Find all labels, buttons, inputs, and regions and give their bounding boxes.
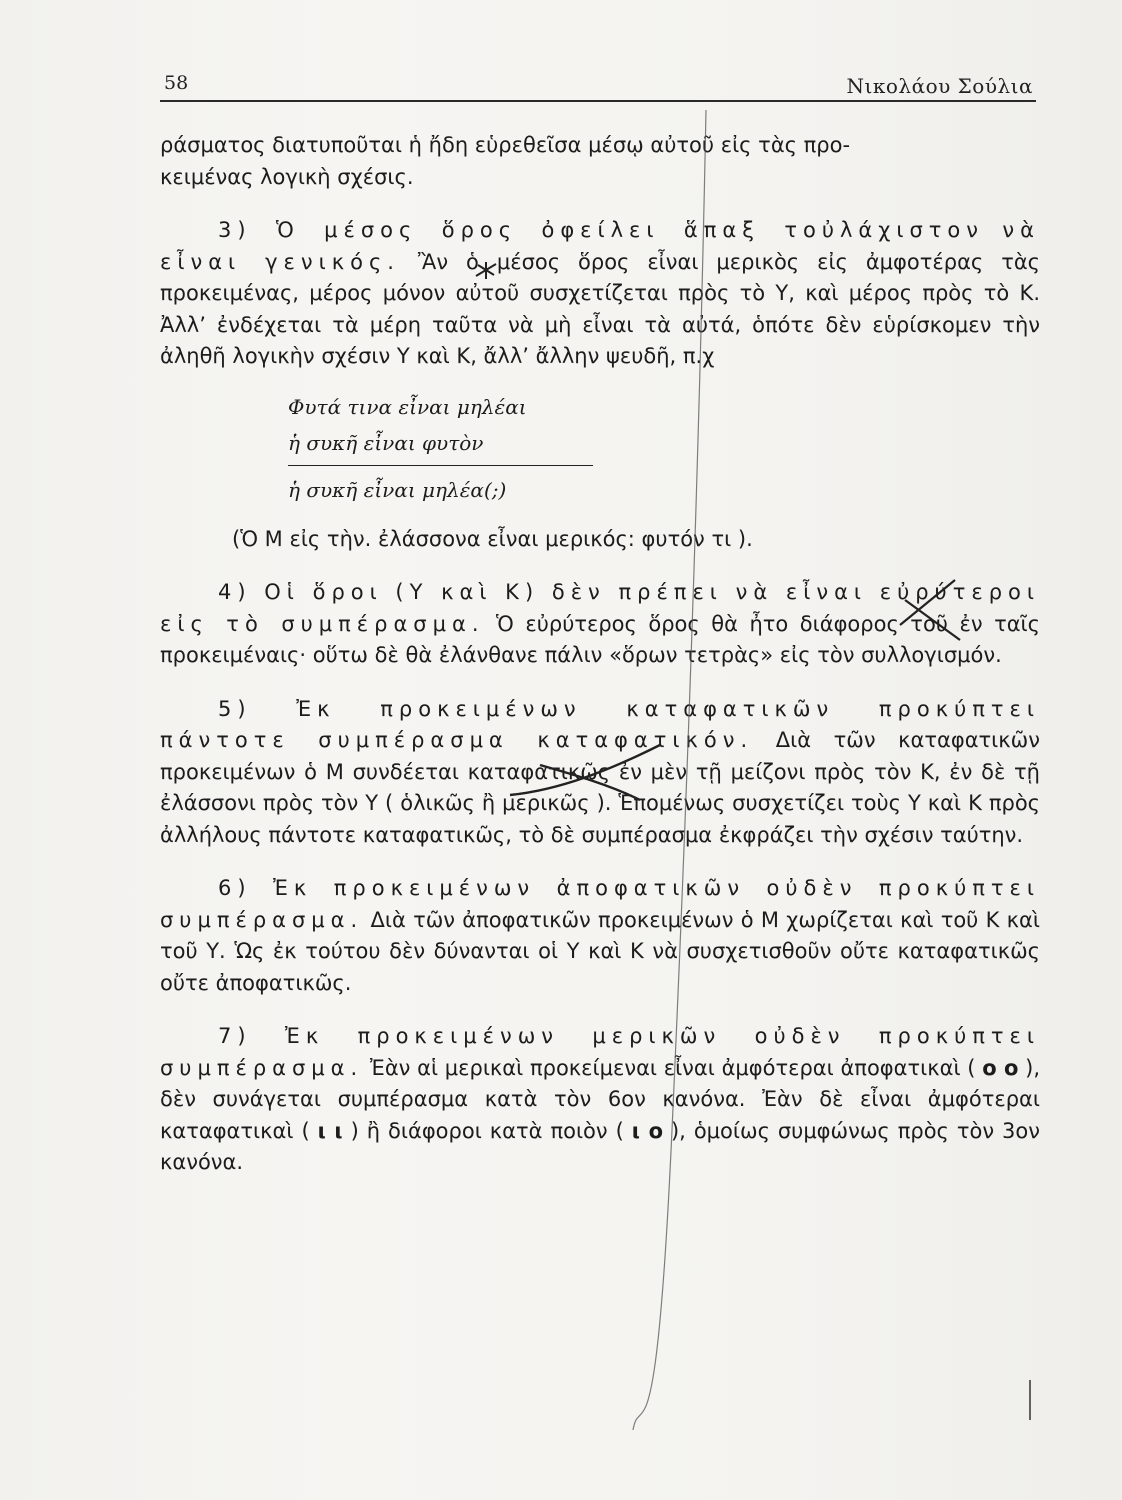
rule-6-heading: 6) Ἐκ προκειμένων ἀποφατικῶν οὐδὲν προκύπτει συμπέρασμα. <box>160 876 1040 932</box>
syllogism-minor: ἡ συκῆ εἶναι φυτὸν <box>288 430 484 455</box>
rule-5-text: Διὰ τῶν καταφατικῶν προκειμένων ὁ Μ συνδέεται καταφατικῶς ἐν μὲν τῇ μείζονι πρὸς τὸν Κ, ἐν δὲ τῇ ἐλάσσονι πρὸς τὸν Υ ( ὁλικῶς ἢ μερικῶς ). Ἑπομένως συσχετίζει τοὺς Υ καὶ Κ πρὸς ἀλλήλους πάντοτε καταφατικῶς, τὸ δὲ συμπέρασμα ἐκφράζει τὴν σχέσιν ταύτην. <box>160 728 1040 847</box>
rule-7-paragraph: 7) Ἐκ προκειμένων μερικῶν οὐδὲν προκύπτει συμπέρασμα. Ἐὰν αἱ μερικαὶ προκείμεναι εἶναι ἀμφότεραι ἀποφατικαὶ ( ο ο ), δὲν συνάγεται συμπέρασμα κατὰ τὸν 6ον κανόνα. Ἐὰν δὲ εἶναι ἀμφότεραι καταφατικαὶ ( ι ι ) ἢ διάφοροι κατὰ ποιὸν ( ι ο ), ὁμοίως συμφώνως πρὸς τὸν 3ον κανόνα. <box>160 1024 1041 1174</box>
rule-3-heading: 3) Ὁ μέσος ὅρος ὀφείλει ἅπαξ τοὐλάχιστον <box>218 218 985 242</box>
symbol-ii: ι ι <box>317 1118 343 1143</box>
symbol-io: ι ο <box>631 1118 663 1143</box>
intro-paragraph: ράσματος διατυποῦται ἡ ἤδη εὑρεθεῖσα μέσῳ αὐτοῦ εἰς τὰς προ- κειμένας λογικὴ σχέσις. <box>160 133 851 189</box>
rule-6-paragraph <box>160 873 1040 999</box>
running-head: Νικολάου Σούλια <box>846 74 1033 98</box>
rule-7-heading: 7) Ἐκ προκειμένων μερικῶν οὐδὲν προκύπτει συμπέρασμα. <box>160 1024 1040 1080</box>
symbol-oo: ο ο <box>982 1055 1019 1080</box>
syllogism-note: (Ὁ Μ εἰς τὴν. ἐλάσσονα εἶναι μερικός: φυτόν τι ). <box>232 526 753 551</box>
rule-3-text: Ἂν ὁ μέσος ὅρος εἶναι μερικὸς εἰς ἀμφοτέρας τὰς προκειμένας, μέρος μόνον αὐτοῦ συσχετίζεται πρὸς τὸ Υ, καὶ μέρος πρὸς τὸ Κ. Ἀλλ’ ἐνδέχεται τὰ μέρη ταῦτα νὰ μὴ εἶναι τὰ αὐτά, ὁπότε δὲν εὑρίσκομεν τὴν ἀληθῆ λογικὴν σχέσιν Υ καὶ Κ, ἄλλ’ ἄλλην ψευδῆ, π.χ <box>160 249 1041 368</box>
syllogism-major: Φυτά τινα εἶναι μηλέαι <box>288 394 527 419</box>
rule-4-paragraph <box>160 577 1040 672</box>
rule-3-paragraph <box>160 215 1040 373</box>
syllogism-example <box>288 389 593 508</box>
rule-4-heading: 4) Οἱ ὅροι (Υ καὶ Κ) δὲν πρέπει νὰ εἶναι εὐρύτεροι εἰς τὸ συμπέρασμα. <box>160 580 1040 636</box>
syllogism-conclusion: ἡ συκῆ εἶναι μηλέα(;) <box>288 477 507 502</box>
header-rule <box>160 100 1036 102</box>
rule-6-text: Διὰ τῶν ἀποφατικῶν προκειμένων ὁ Μ χωρίζεται καὶ τοῦ Κ καὶ τοῦ Υ. Ὡς ἐκ τούτου δὲν δύνανται οἱ Υ καὶ Κ νὰ συσχετισθοῦν οὔτε καταφατικῶς οὔτε ἀποφατικῶς. <box>160 907 1040 995</box>
rule-4-text: Ὁ εὐρύτερος ὅρος θὰ ἦτο διάφορος τοῦ ἐν ταῖς προκειμέναις· οὕτω δὲ θὰ ἐλάνθανε πάλιν «ὅρων τετρὰς» εἰς τὸν συλλογισμόν. <box>160 611 1040 667</box>
rule-5-paragraph <box>160 694 1040 852</box>
page-header <box>160 72 1035 102</box>
rule-5-heading: 5) Ἐκ προκειμένων καταφατικῶν προκύπτει πάντοτε συμπέρασμα καταφατικόν. <box>160 696 1040 752</box>
rule-3-heading-2: νὰ εἶναι γενικός. <box>160 218 1040 274</box>
syllogism-rule <box>288 465 593 466</box>
body-text <box>160 130 1040 1179</box>
page-number: 58 <box>164 72 189 94</box>
